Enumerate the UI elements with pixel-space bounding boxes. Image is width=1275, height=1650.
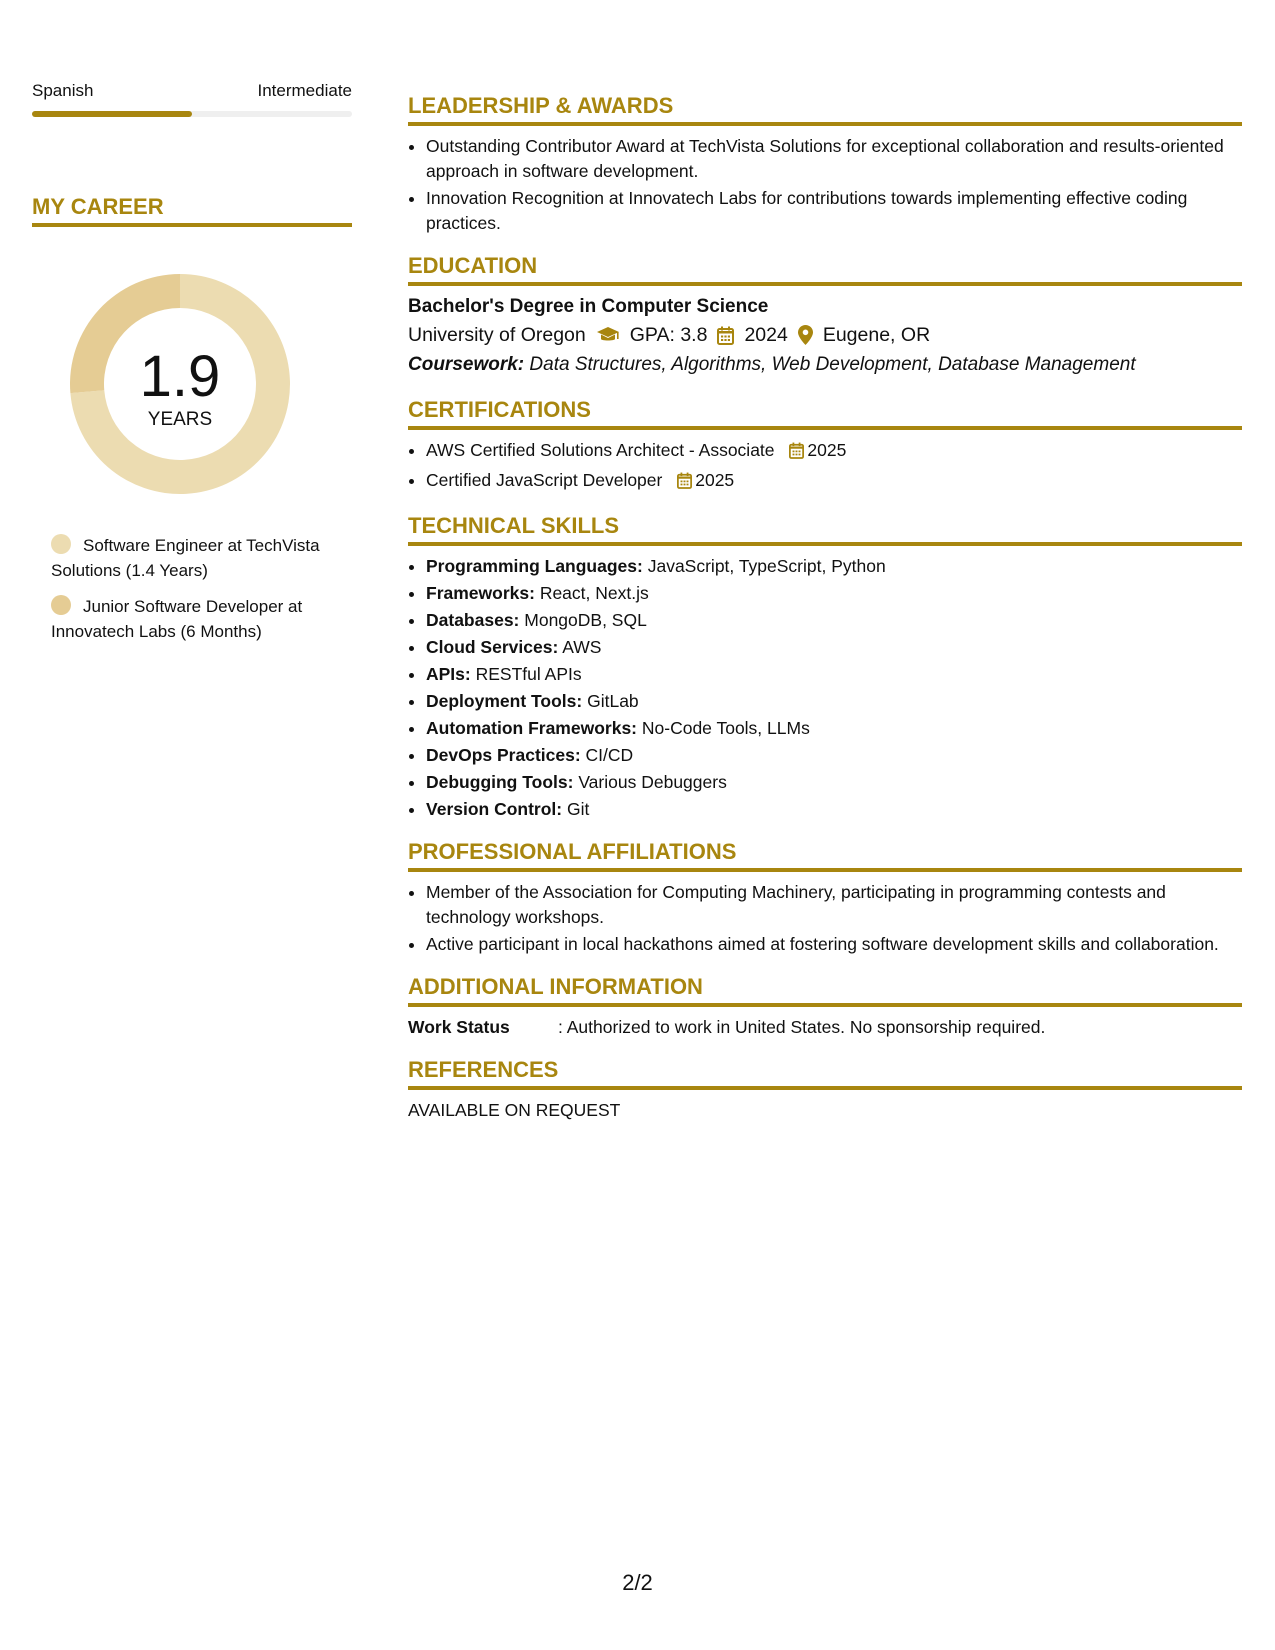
calendar-icon — [789, 441, 804, 466]
skill-item — [426, 743, 1242, 768]
education-details — [408, 320, 1242, 350]
skill-item — [426, 689, 1242, 714]
skill-value: RESTful APIs — [475, 664, 582, 684]
skill-label: Version Control: — [426, 799, 563, 819]
skill-value: React, Next.js — [539, 583, 649, 603]
education-gpa: GPA: 3.8 — [629, 324, 708, 346]
skill-item — [426, 662, 1242, 687]
references-title: REFERENCES — [408, 1056, 1242, 1090]
affiliations-list — [408, 880, 1242, 957]
skill-label: APIs: — [426, 664, 471, 684]
skill-item — [426, 797, 1242, 822]
references-text: AVAILABLE ON REQUEST — [408, 1100, 621, 1120]
legend-text: Software Engineer at TechVista Solutions (1.4 Years) — [51, 536, 320, 580]
skill-label: Automation Frameworks: — [426, 718, 637, 738]
certifications-section — [408, 396, 1242, 496]
coursework-list: Data Structures, Algorithms, Web Development, Database Management — [529, 354, 1136, 375]
leadership-title: LEADERSHIP & AWARDS — [408, 92, 1242, 126]
additional-section — [408, 973, 1242, 1040]
certification-name: AWS Certified Solutions Architect - Associate — [426, 440, 775, 460]
certifications-title: CERTIFICATIONS — [408, 396, 1242, 430]
skill-label: Cloud Services: — [426, 637, 559, 657]
skill-value: JavaScript, TypeScript, Python — [647, 556, 886, 576]
affiliations-title: PROFESSIONAL AFFILIATIONS — [408, 838, 1242, 872]
skill-item — [426, 635, 1242, 660]
skill-value: MongoDB, SQL — [524, 610, 647, 630]
affiliations-section — [408, 838, 1242, 957]
language-level: Intermediate — [257, 81, 352, 100]
career-legend — [51, 533, 352, 644]
education-location: Eugene, OR — [822, 324, 931, 346]
career-donut-chart — [67, 271, 293, 497]
coursework-label: Coursework: — [408, 354, 525, 375]
skill-item — [426, 608, 1242, 633]
skill-value: Git — [567, 799, 590, 819]
leadership-section — [408, 92, 1242, 236]
additional-title: ADDITIONAL INFORMATION — [408, 973, 1242, 1007]
skill-value: Various Debuggers — [578, 772, 727, 792]
skill-item — [426, 581, 1242, 606]
skill-label: Frameworks: — [426, 583, 535, 603]
education-year: 2024 — [744, 324, 788, 346]
career-total-years: 1.9 — [139, 344, 221, 409]
skill-item — [426, 554, 1242, 579]
legend-item — [51, 594, 352, 644]
skills-section — [408, 512, 1242, 822]
work-status-value: : Authorized to work in United States. No sponsorship required. — [558, 1017, 1046, 1037]
skill-label: Programming Languages: — [426, 556, 643, 576]
career-total-unit: YEARS — [147, 409, 213, 430]
list-item: • Active participant in local hackathons aimed at fostering software development skills and collaboration. — [426, 932, 1242, 957]
skill-label: DevOps Practices: — [426, 745, 581, 765]
skill-item — [426, 716, 1242, 741]
legend-dot — [51, 534, 71, 554]
education-coursework — [408, 350, 1242, 380]
list-item: • Member of the Association for Computing Machinery, participating in programming contests and technology workshops. — [426, 880, 1242, 930]
legend-text: Junior Software Developer at Innovatech Labs (6 Months) — [51, 597, 303, 641]
calendar-icon — [677, 471, 692, 496]
certifications-list — [408, 438, 1242, 496]
references-section — [408, 1056, 1242, 1123]
left-column — [32, 80, 352, 655]
calendar-icon — [717, 326, 734, 345]
right-column — [408, 92, 1242, 1139]
page-number: 2/2 — [622, 1570, 653, 1595]
legend-item — [51, 533, 352, 583]
language-proficiency-fill — [32, 111, 192, 117]
language-proficiency-bar — [32, 111, 352, 117]
career-section-title: MY CAREER — [32, 193, 352, 227]
skill-value: CI/CD — [585, 745, 634, 765]
skill-item — [426, 770, 1242, 795]
skill-label: Deployment Tools: — [426, 691, 583, 711]
skill-value: AWS — [562, 637, 602, 657]
education-title: EDUCATION — [408, 252, 1242, 286]
education-section — [408, 252, 1242, 380]
work-status-row — [408, 1015, 1242, 1040]
leadership-list — [408, 134, 1242, 236]
map-pin-icon — [798, 325, 813, 345]
skill-value: No-Code Tools, LLMs — [641, 718, 810, 738]
skill-value: GitLab — [587, 691, 639, 711]
language-name: Spanish — [32, 81, 94, 100]
legend-dot — [51, 595, 71, 615]
list-item: • Innovation Recognition at Innovatech Labs for contributions towards implementing effective coding practices. — [426, 186, 1242, 236]
list-item: • Outstanding Contributor Award at TechVista Solutions for exceptional collaboration and results-oriented approach in software development. — [426, 134, 1242, 184]
work-status-label: Work Status — [408, 1017, 510, 1037]
certification-item — [426, 438, 1242, 466]
education-degree: Bachelor's Degree in Computer Science — [408, 296, 769, 317]
certification-item — [426, 468, 1242, 496]
certification-year: 2025 — [695, 470, 735, 490]
language-row — [32, 80, 352, 102]
graduation-cap-icon — [596, 326, 620, 344]
skills-list — [408, 554, 1242, 822]
skills-title: TECHNICAL SKILLS — [408, 512, 1242, 546]
donut-center — [67, 271, 293, 497]
skill-label: Debugging Tools: — [426, 772, 574, 792]
certification-name: Certified JavaScript Developer — [426, 470, 663, 490]
skill-label: Databases: — [426, 610, 520, 630]
certification-year: 2025 — [807, 440, 847, 460]
education-school: University of Oregon — [408, 324, 586, 346]
